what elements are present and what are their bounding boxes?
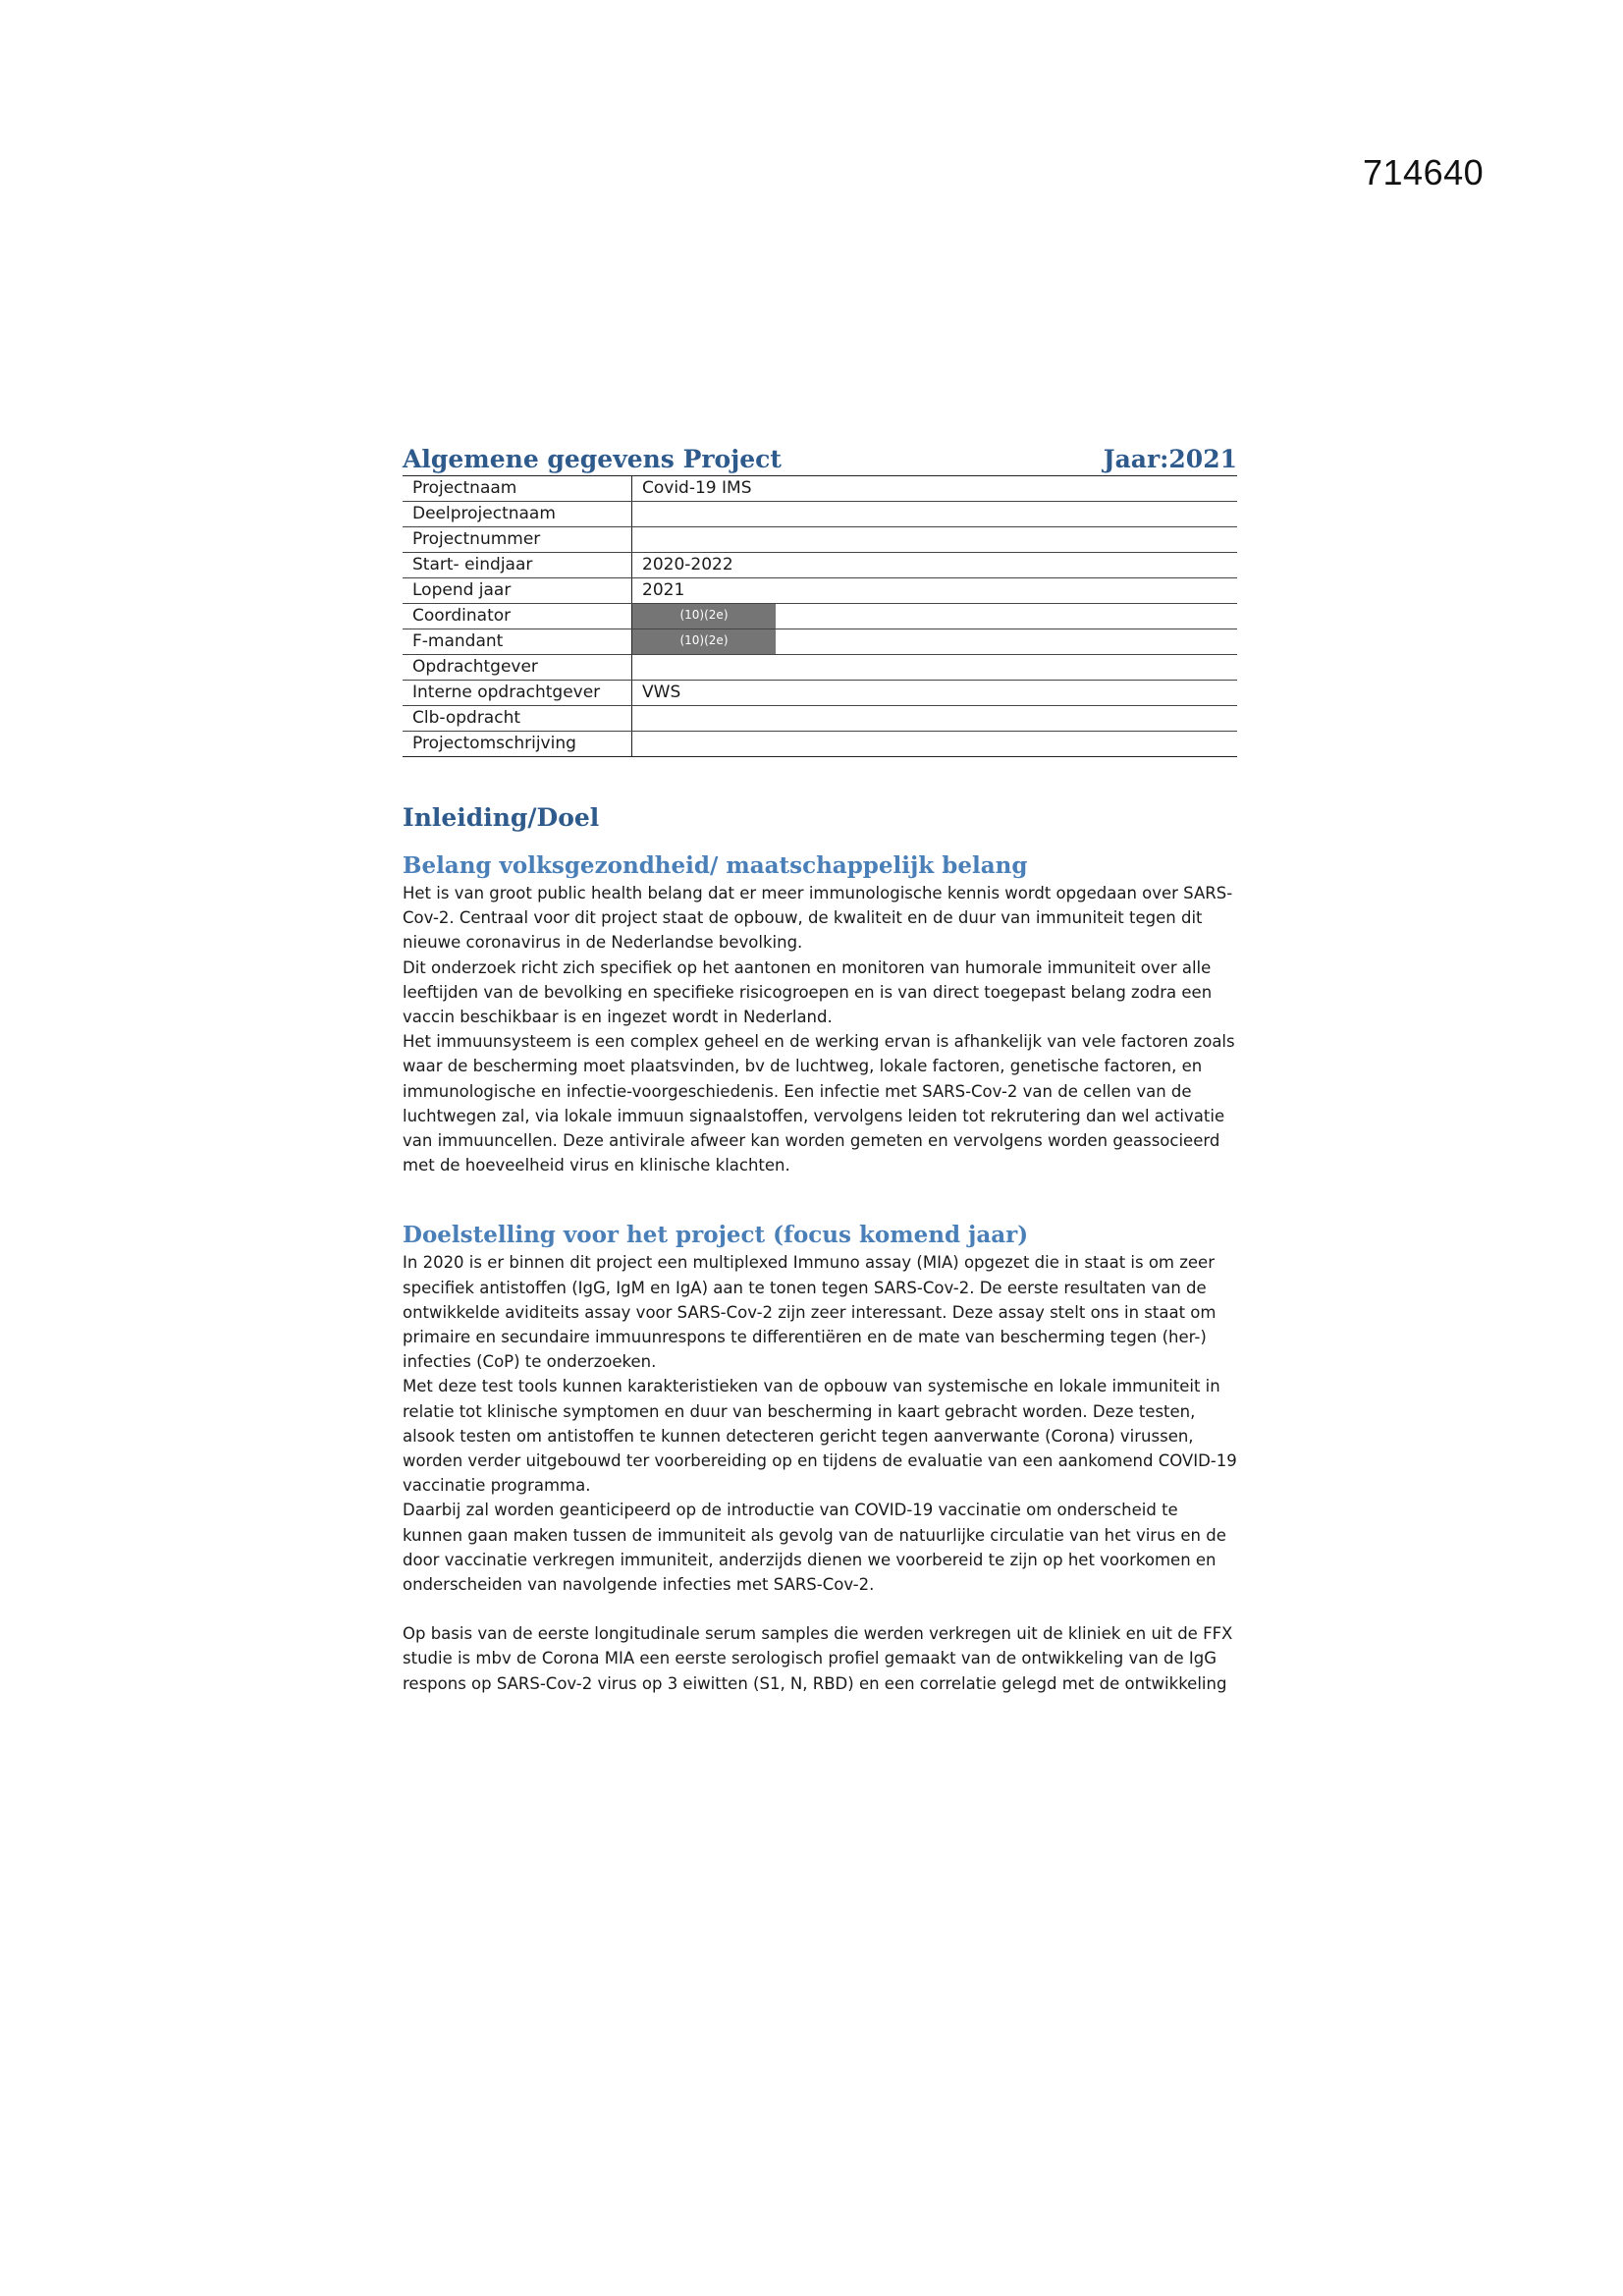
doelstelling-text: In 2020 is er binnen dit project een multiplexed Immuno assay (MIA) opgezet die in staat is om zeer specifiek antistoffen (IgG, IgM en IgA) aan te tonen tegen SARS-Cov-2. De eerste resultaten van de ontwikkelde aviditeits assay voor SARS-Cov-2 zijn zeer interessant. Deze assay stelt ons in staat om primaire en secundaire immuunrespons te differentiëren en de mate van bescherming tegen (her-) infecties (CoP) te onderzoeken. Met deze test tools kunnen karakteristieken van de opbouw van systemische en lokale immuniteit in relatie tot klinische symptomen en duur van bescherming in kaart gebracht worden. Deze testen, alsook testen om antistoffen te kunnen detecteren gericht tegen aanverwante (Corona) virussen, worden verder uitgebouwd ter voorbereiding op en tijdens de evaluatie van een aankomend COVID-19 vaccinatie programma. Daarbij zal worden geanticipeerd op de introductie van COVID-19 vaccinatie om onderscheid te kunnen gaan maken tussen de immuniteit als gevolg van de natuurlijke circulatie van het virus en de door vaccinatie verkregen immuniteit, anderzijds dienen we voorbereid te zijn op het voorkomen en onderscheiden van navolgende infecties met SARS-Cov-2. [403, 1253, 1237, 1595]
redaction-box: (10)(2e) [632, 629, 776, 654]
section-title: Inleiding/Doel [403, 803, 600, 832]
table-row [403, 732, 1237, 757]
row-value [632, 502, 1238, 527]
row-value [632, 655, 1238, 681]
row-label: Clb-opdracht [403, 706, 632, 732]
row-label: Projectnaam [403, 476, 632, 502]
doelstelling-text-continued: Op basis van de eerste longitudinale serum samples die werden verkregen uit de kliniek en uit de FFX studie is mbv de Corona MIA een eerste serologisch profiel gemaakt van de ontwikkeling van de IgG respons op SARS-Cov-2 virus op 3 eiwitten (S1, N, RBD) en een correlatie gelegd met de ontwikkeling [403, 1624, 1233, 1693]
row-label: Opdrachtgever [403, 655, 632, 681]
row-label: Projectnummer [403, 527, 632, 553]
table-row [403, 527, 1237, 553]
row-value [632, 629, 1238, 655]
table-row [403, 655, 1237, 681]
row-value: VWS [632, 681, 1238, 706]
row-value: 2020-2022 [632, 553, 1238, 578]
table-row [403, 681, 1237, 706]
row-value [632, 706, 1238, 732]
doelstelling-heading: Doelstelling voor het project (focus komend jaar) [403, 1222, 1029, 1249]
table-row [403, 578, 1237, 604]
table-row [403, 604, 1237, 629]
table-row [403, 502, 1237, 527]
table-row [403, 553, 1237, 578]
project-header [403, 444, 1237, 475]
document-number: 714640 [1363, 152, 1485, 192]
table-row [403, 476, 1237, 502]
row-label: F-mandant [403, 629, 632, 655]
row-label: Coordinator [403, 604, 632, 629]
redaction-box: (10)(2e) [632, 604, 776, 629]
row-label: Deelprojectnaam [403, 502, 632, 527]
row-label: Projectomschrijving [403, 732, 632, 757]
row-value: Covid-19 IMS [632, 476, 1238, 502]
row-label: Lopend jaar [403, 578, 632, 604]
belang-text: Het is van groot public health belang dat er meer immunologische kennis wordt opgedaan over SARS-Cov-2. Centraal voor dit project staat de opbouw, de kwaliteit en de duur van immuniteit tegen dit nieuwe coronavirus in de Nederlandse bevolking. Dit onderzoek richt zich specifiek op het aantonen en monitoren van humorale immuniteit over alle leeftijden van de bevolking en specifieke risicogroepen en is van direct toegepast belang zodra een vaccin beschikbaar is en ingezet wordt in Nederland. Het immuunsysteem is een complex geheel en de werking ervan is afhankelijk van vele factoren zoals waar de bescherming moet plaatsvinden, bv de luchtweg, lokale factoren, genetische factoren, en immunologische en infectie-voorgeschiedenis. Een infectie met SARS-Cov-2 van de cellen van de luchtwegen zal, via lokale immuun signaalstoffen, vervolgens leiden tot rekrutering dan wel activatie van immuuncellen. Deze antivirale afweer kan worden gemeten en vervolgens worden geassocieerd met de hoeveelheid virus en klinische klachten. [403, 884, 1235, 1175]
table-row [403, 629, 1237, 655]
row-label: Interne opdrachtgever [403, 681, 632, 706]
table-row [403, 706, 1237, 732]
row-value [632, 527, 1238, 553]
project-info-table [403, 475, 1237, 757]
row-value [632, 604, 1238, 629]
row-value: 2021 [632, 578, 1238, 604]
row-label: Start- eindjaar [403, 553, 632, 578]
document-content [403, 444, 1237, 1696]
project-header-year: Jaar:2021 [1103, 445, 1237, 473]
project-header-title: Algemene gegevens Project [403, 445, 782, 473]
belang-heading: Belang volksgezondheid/ maatschappelijk belang [403, 852, 1028, 879]
row-value [632, 732, 1238, 757]
